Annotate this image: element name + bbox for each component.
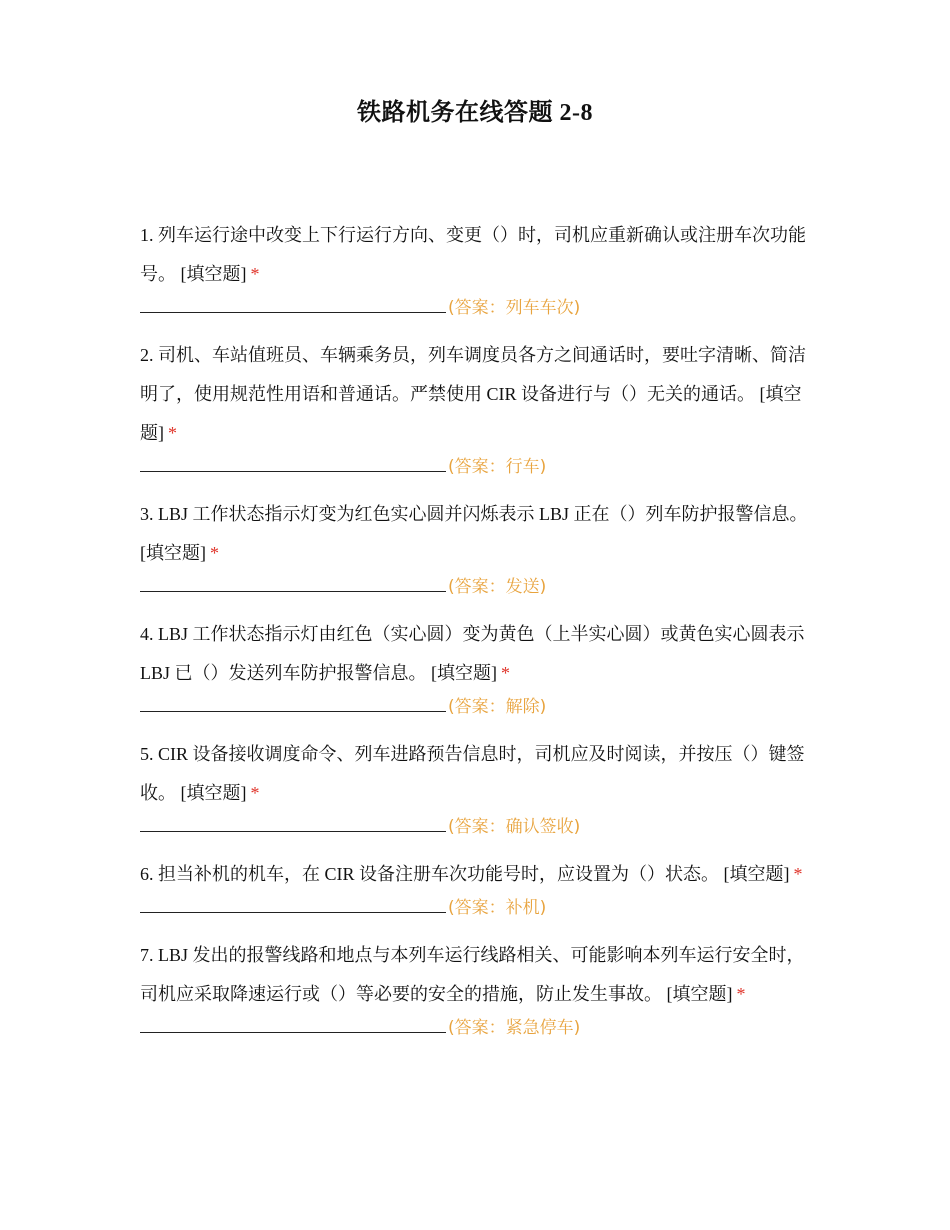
page-title: 铁路机务在线答题 2-8 bbox=[357, 100, 593, 126]
question-list bbox=[140, 216, 820, 1056]
question-item bbox=[140, 855, 820, 919]
question-prompt: 6. 担当补机的机车，在 CIR 设备注册车次功能号时，应设置为（）状态。 [填空题] bbox=[140, 864, 790, 884]
answer-blank[interactable] bbox=[140, 894, 446, 913]
question-prompt: 1. 列车运行途中改变上下行运行方向、变更（）时，司机应重新确认或注册车次功能号。 [填空题] bbox=[140, 225, 806, 284]
question-item bbox=[140, 735, 820, 838]
answer-text: (答案：解除) bbox=[448, 697, 547, 717]
required-asterisk: * bbox=[250, 264, 260, 284]
required-asterisk: * bbox=[168, 423, 177, 443]
answer-blank[interactable] bbox=[140, 453, 446, 472]
question-prompt: 7. LBJ 发出的报警线路和地点与本列车运行线路相关、可能影响本列车运行安全时，司机应采取降速运行或（）等必要的安全的措施，防止发生事故。 [填空题] bbox=[140, 945, 805, 1004]
required-asterisk: * bbox=[501, 663, 510, 683]
answer-text: (答案：列车车次) bbox=[448, 298, 581, 318]
question-prompt: 4. LBJ 工作状态指示灯由红色（实心圆）变为黄色（上半实心圆）或黄色实心圆表示 LBJ 已（）发送列车防护报警信息。 [填空题] bbox=[140, 624, 805, 683]
answer-line bbox=[140, 573, 820, 598]
answer-line bbox=[140, 294, 820, 319]
answer-line bbox=[140, 813, 820, 838]
answer-text: (答案：发送) bbox=[448, 577, 547, 597]
answer-blank[interactable] bbox=[140, 813, 446, 832]
answer-blank[interactable] bbox=[140, 1014, 446, 1033]
answer-line bbox=[140, 1014, 820, 1039]
answer-text: (答案：行车) bbox=[448, 457, 547, 477]
answer-blank[interactable] bbox=[140, 693, 446, 712]
question-text bbox=[140, 936, 820, 1014]
question-prompt: 3. LBJ 工作状态指示灯变为红色实心圆并闪烁表示 LBJ 正在（）列车防护报警信息。 [填空题] bbox=[140, 504, 808, 563]
answer-text: (答案：紧急停车) bbox=[448, 1018, 581, 1038]
answer-line bbox=[140, 894, 820, 919]
question-item bbox=[140, 936, 820, 1039]
question-prompt: 2. 司机、车站值班员、车辆乘务员，列车调度员各方之间通话时，要吐字清晰、简洁明了，使用规范性用语和普通话。严禁使用 CIR 设备进行与（）无关的通话。 [填空题] bbox=[140, 345, 806, 443]
answer-blank[interactable] bbox=[140, 294, 446, 313]
question-item bbox=[140, 495, 820, 598]
question-text bbox=[140, 336, 820, 453]
question-text bbox=[140, 495, 820, 573]
answer-text: (答案：确认签收) bbox=[448, 817, 581, 837]
required-asterisk: * bbox=[736, 984, 746, 1004]
question-item bbox=[140, 216, 820, 319]
question-prompt: 5. CIR 设备接收调度命令、列车进路预告信息时，司机应及时阅读，并按压（）键签收。 [填空题] bbox=[140, 744, 805, 803]
question-item bbox=[140, 615, 820, 718]
answer-line bbox=[140, 693, 820, 718]
question-text bbox=[140, 735, 820, 813]
answer-blank[interactable] bbox=[140, 573, 446, 592]
answer-text: (答案：补机) bbox=[448, 898, 547, 918]
question-text bbox=[140, 216, 820, 294]
question-item bbox=[140, 336, 820, 478]
answer-line bbox=[140, 453, 820, 478]
required-asterisk: * bbox=[793, 864, 803, 884]
question-text bbox=[140, 855, 820, 894]
required-asterisk: * bbox=[210, 543, 219, 563]
question-text bbox=[140, 615, 820, 693]
required-asterisk: * bbox=[250, 783, 260, 803]
